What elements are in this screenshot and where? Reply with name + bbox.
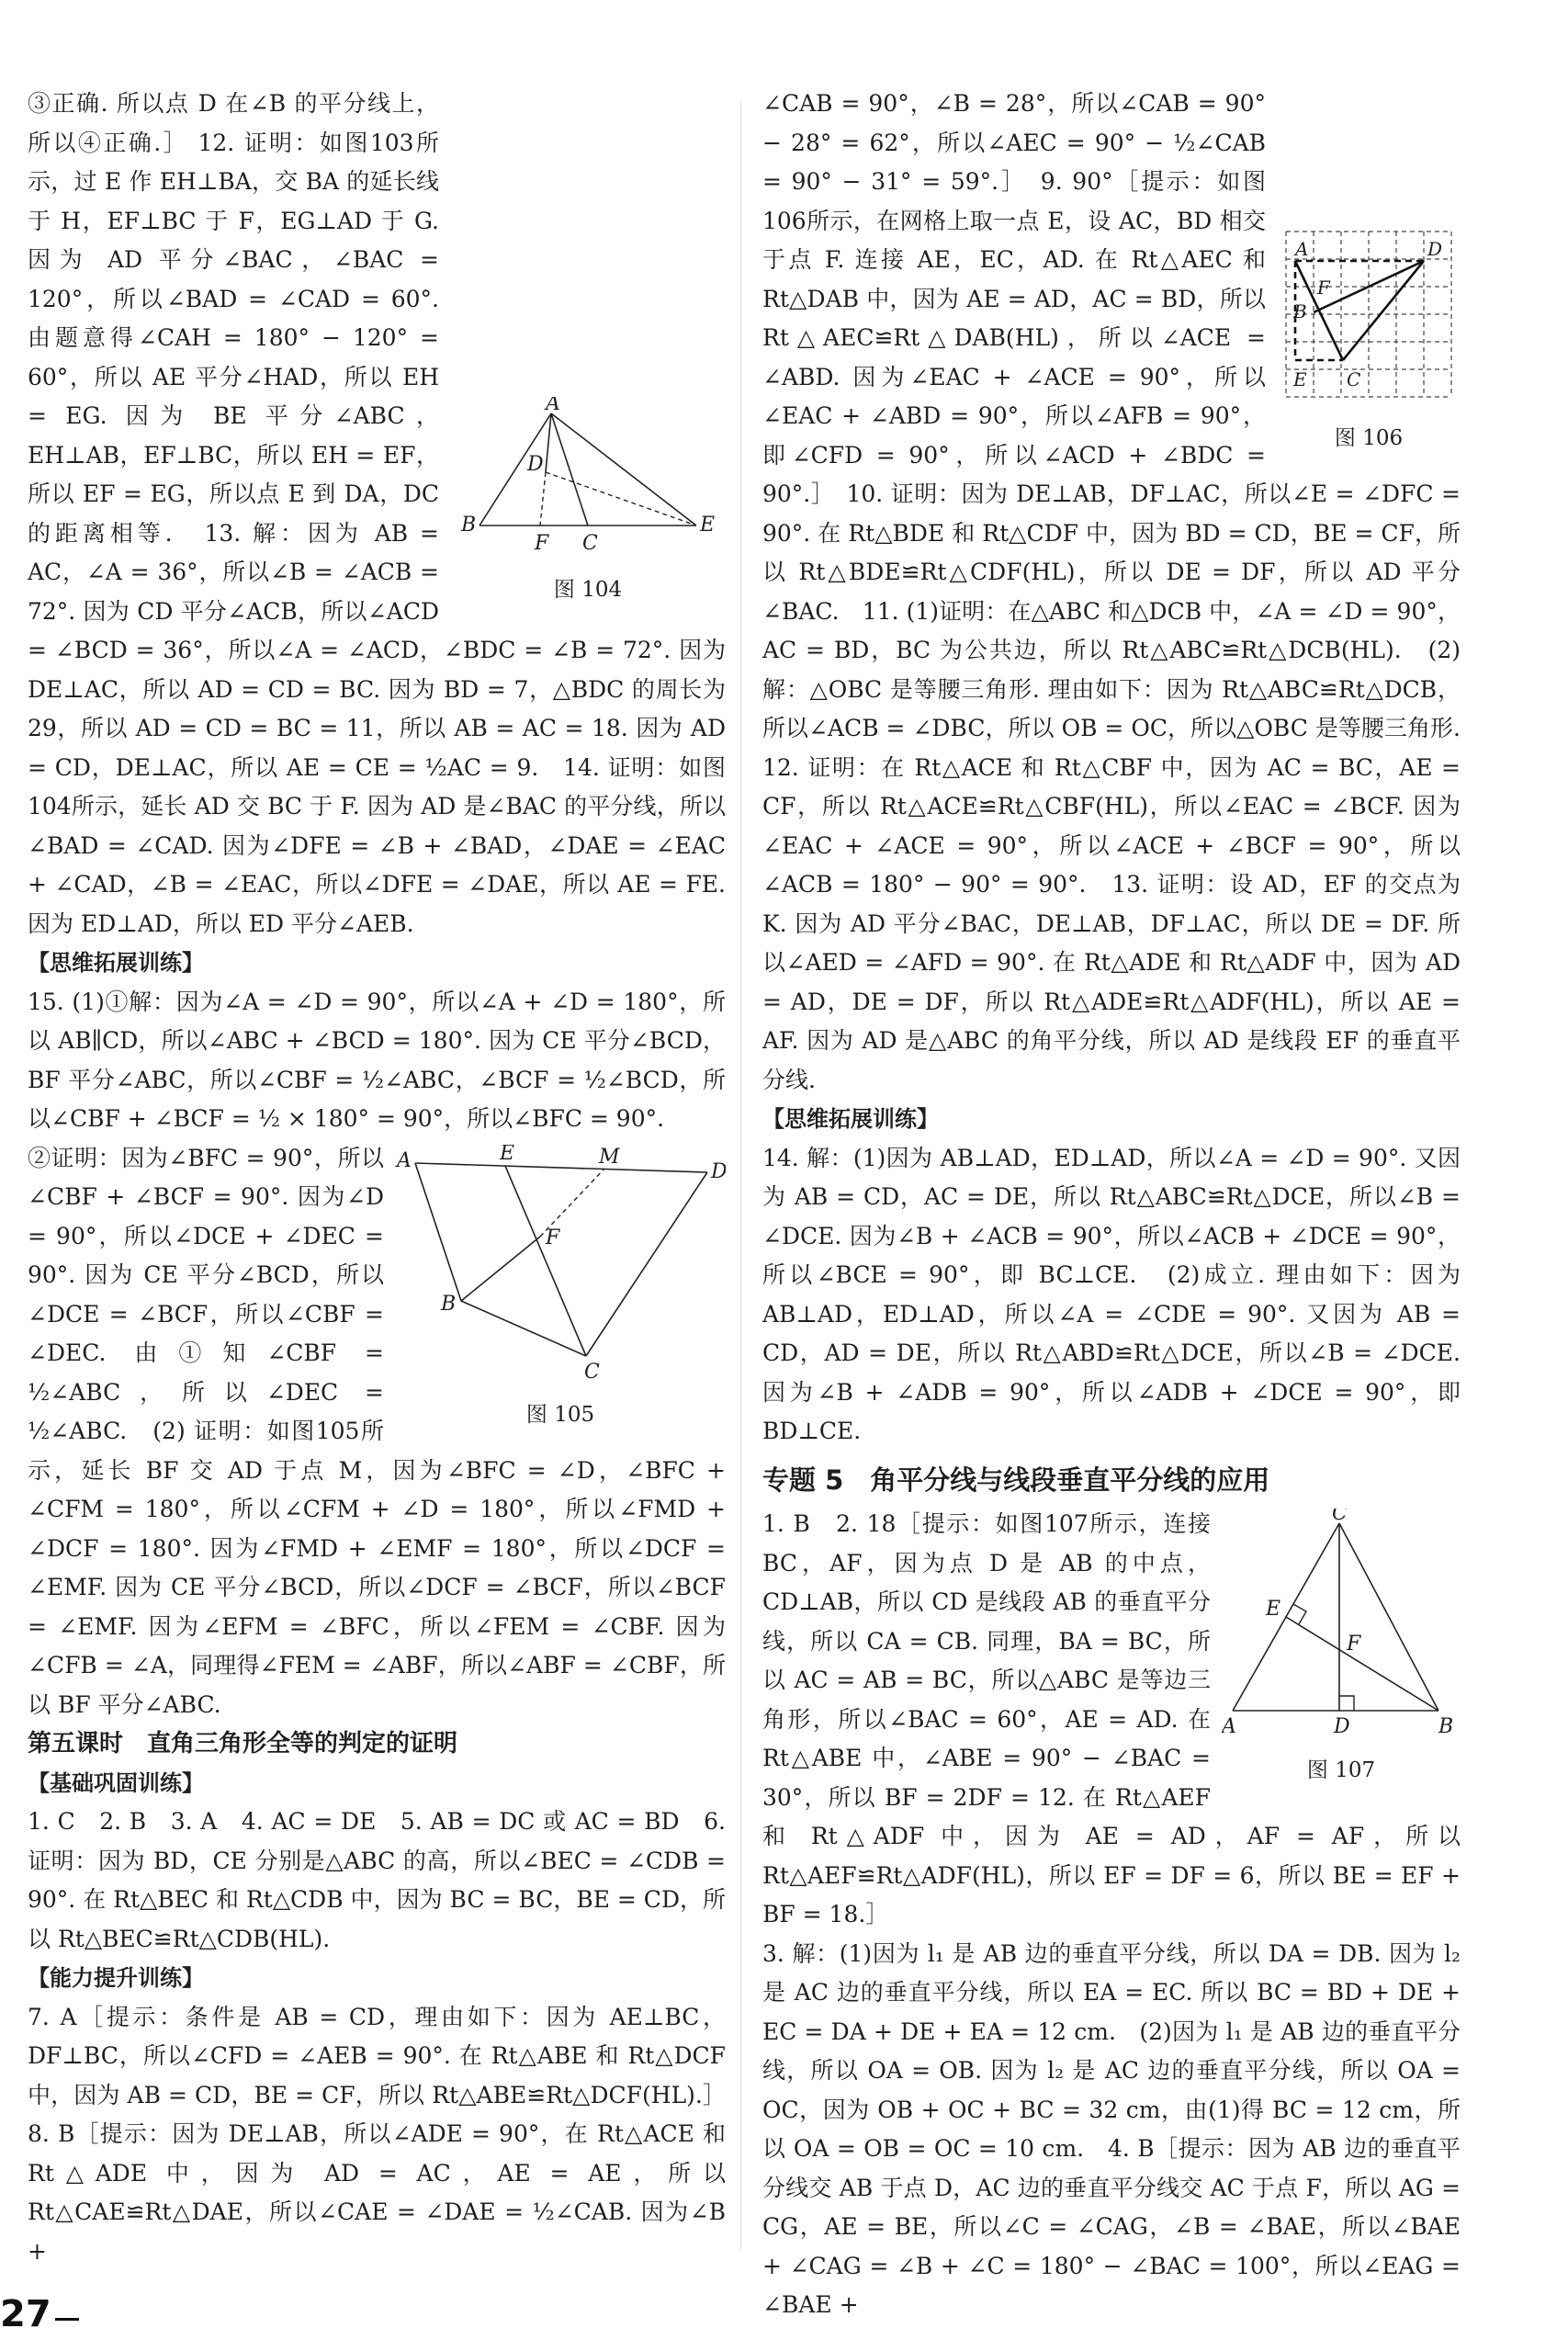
fig105-line-DC bbox=[586, 1172, 707, 1356]
lesson-title: 第五课时 直角三角形全等的判定的证明 bbox=[28, 1730, 458, 1758]
topic-title: 专题 5 角平分线与线段垂直平分线的应用 bbox=[762, 1464, 1270, 1496]
fig107-label-A: A bbox=[1222, 1715, 1236, 1738]
fig106-grid bbox=[1286, 232, 1451, 397]
fig104-line-DE bbox=[546, 472, 696, 526]
fig107-label-E: E bbox=[1266, 1598, 1281, 1621]
fig104-label-A: A bbox=[546, 397, 560, 415]
fig107-right-angle-E bbox=[1293, 1604, 1306, 1624]
fig106-label-C: C bbox=[1347, 368, 1361, 390]
left-answers-12-14: ③正确. 所以点 D 在∠B 的平分线上，所以④正确.］ 12. 证明：如图103所示，过 E 作 EH⊥BA，交 BA 的延长线于 H，EF⊥BC 于 F，EG⊥AD 于 G. 因为 AD 平分∠BAC，∠BAC = 120°，所以∠BAD = ∠CAD = 60°. 由题意得∠CAH = 180° − 120° = 60°，所以 AE 平分∠HAD，所以 EH = EG. 因为 BE 平分∠ABC，EH⊥AB，EF⊥BC，所以 EH = EF，所以 EF = EG，所以点 E 到 DA，DC 的距离相等. 13. 解：因为 AB = AC，∠A = 36°，所以∠B = ∠ACB = 72°. 因为 CD 平分∠ACB，所以∠ACD = ∠BCD = 36°，所以∠A = ∠ACD，∠BDC = ∠B = 72°. 因为 DE⊥AC，所以 AD = CD = BC. 因为 BD = 7，△BDC 的周长为 29，所以 AD = CD = BC = 11，所以 AB = AC = 18. 因为 AD = CD，DE⊥AC，所以 AE = CE = ½AC = 9. 14. 证明：如图104所示，延长 AD 交 BC 于 F. 因为 AD 是∠BAC 的平分线，所以∠BAD = ∠CAD. 因为∠DFE = ∠B + ∠BAD，∠DAE = ∠EAC + ∠CAD，∠B = ∠EAC，所以∠DFE = ∠DAE，所以 AE = FE. 因为 ED⊥AD，所以 ED 平分∠AEB. bbox=[28, 90, 726, 937]
fig107-line-BE bbox=[1286, 1617, 1438, 1711]
left-answer-15-part1: 15. (1)①解：因为∠A = ∠D = 90°，所以∠A + ∠D = 180°，所以 AB∥CD，所以∠ABC + ∠BCD = 180°. 因为 CE 平分∠BCD，BF 平分∠ABC，所以∠CBF = ½∠ABC，∠BCF = ½∠BCD，所以∠CBF + ∠BCF = ½ × 180° = 90°，所以∠BFC = 90°. bbox=[28, 988, 726, 1132]
fig106-label-B: B bbox=[1293, 300, 1307, 322]
left-section-thinking: 【思维拓展训练】 bbox=[28, 950, 204, 976]
figure-106-diagram bbox=[1277, 222, 1461, 406]
figure-104-caption: 图 104 bbox=[553, 577, 623, 602]
fig105-label-F: F bbox=[546, 1226, 560, 1249]
figure-105-diagram bbox=[395, 1145, 726, 1384]
right-answer-14: 14. 解：(1)因为 AB⊥AD，ED⊥AD，所以∠A = ∠D = 90°. 又因为 AB = CD，AC = DE，所以 Rt△ABC≌Rt△DCE，所以∠B = ∠DCE. 因为∠B + ∠ACB = 90°，所以∠ACB + ∠DCE = 90°，所以∠BCE = 90°，即 BC⊥CE. (2)成立. 理由如下：因为 AB⊥AD，ED⊥AD，所以∠A = ∠CDE = 90°. 又因为 AB = CD，AD = DE，所以 Rt△ABD≌Rt△DCE，所以∠B = ∠DCE. 因为∠B + ∠ADB = 90°，所以∠ADB + ∠DCE = 90°，即 BD⊥CE. bbox=[762, 1144, 1461, 1444]
fig107-label-D: D bbox=[1334, 1715, 1350, 1738]
figure-105-caption: 图 105 bbox=[525, 1403, 595, 1427]
page-number-rule bbox=[55, 2318, 79, 2321]
fig106-label-A: A bbox=[1295, 238, 1309, 260]
right-answers-8-13: ∠CAB = 90°，∠B = 28°，所以∠CAB = 90° − 28° = 62°，所以∠AEC = 90° − ½∠CAB = 90° − 31° = 59°.］ 9. 90°［提示：如图106所示，在网格上取一点 E，设 AC，BD 相交于点 F. 连接 AE，EC，AD. 在 Rt△AEC 和 Rt△DAB 中，因为 AE = AD，AC = BD，所以 Rt△AEC≌Rt△DAB(HL)，所以∠ACE = ∠ABD. 因为∠EAC + ∠ACE = 90°，所以∠EAC + ∠ABD = 90°，所以∠AFB = 90°，即∠CFD = 90°，所以∠ACD + ∠BDC = 90°.］ 10. 证明：因为 DE⊥AB，DF⊥AC，所以∠E = ∠DFC = 90°. 在 Rt△BDE 和 Rt△CDF 中，因为 BD = CD，BE = CF，所以 Rt△BDE≌Rt△CDF(HL)，所以 DE = DF，所以 AD 平分∠BAC. 11. (1)证明：在△ABC 和△DCB 中，∠A = ∠D = 90°，AC = BD，BC 为公共边，所以 Rt△ABC≌Rt△DCB(HL). (2)解：△OBC 是等腰三角形. 理由如下：因为 Rt△ABC≌Rt△DCB，所以∠ACB = ∠DBC，所以 OB = OC，所以△OBC 是等腰三角形. 12. 证明：在 Rt△ACE 和 Rt△CBF 中，因为 AC = BC，AE = CF，所以 Rt△ACE≌Rt△CBF(HL)，所以∠EAC = ∠BCF. 因为∠EAC + ∠ACE = 90°，所以∠ACE + ∠BCF = 90°，所以∠ACB = 180° − 90° = 90°. 13. 证明：设 AD，EF 的交点为 K. 因为 AD 平分∠BAC，DE⊥AB，DF⊥AC，所以 DE = DF. 所以∠AED = ∠AFD = 90°. 在 Rt△ADE 和 Rt△ADF 中，因为 AD = AD，DE = DF，所以 Rt△ADE≌Rt△ADF(HL)，所以 AE = AF. 因为 AD 是△ABC 的角平分线，所以 AD 是线段 EF 的垂直平分线. bbox=[762, 90, 1484, 1093]
fig105-label-A: A bbox=[397, 1148, 412, 1172]
fig104-label-B: B bbox=[461, 514, 477, 537]
fig106-label-F: F bbox=[1317, 277, 1330, 299]
fig104-label-C: C bbox=[582, 532, 598, 555]
fig107-line-CB bbox=[1339, 1523, 1438, 1711]
left-section-ability: 【能力提升训练】 bbox=[28, 1965, 204, 1991]
fig105-line-EC bbox=[505, 1166, 586, 1356]
fig105-line-BC bbox=[461, 1301, 586, 1356]
left-section-basic: 【基础巩固训练】 bbox=[28, 1769, 204, 1796]
fig107-label-F: F bbox=[1347, 1633, 1361, 1656]
left-column bbox=[28, 85, 726, 2271]
fig105-label-M: M bbox=[599, 1145, 620, 1169]
figure-105 bbox=[395, 1145, 726, 1435]
right-topic-answers-3-4: 3. 解：(1)因为 l₁ 是 AB 边的垂直平分线，所以 DA = DB. 因为 l₂ 是 AC 边的垂直平分线，所以 EA = EC. 所以 BC = BD + DE + EC = DA + DE + EA = 12 cm. (2)因为 l₁ 是 AB 边的垂直平分线，所以 OA = OB. 因为 l₂ 是 AC 边的垂直平分线，所以 OA = OC，因为 OB + OC + BC = 32 cm，由(1)得 BC = 12 cm，所以 OA = OB = OC = 10 cm. 4. B［提示：因为 AB 边的垂直平分线交 AB 于点 D，AC 边的垂直平分线交 AC 于点 F，所以 AG = CG，AE = BE，所以∠C = ∠CAG，∠B = ∠BAE，所以∠BAE + ∠CAG = ∠B + ∠C = 180° − ∠BAC = 100°，所以∠EAG = ∠BAE + bbox=[762, 1939, 1461, 2318]
fig105-label-E: E bbox=[500, 1144, 515, 1165]
fig105-label-B: B bbox=[441, 1292, 457, 1316]
figure-106-caption: 图 106 bbox=[1334, 425, 1404, 450]
right-section-thinking: 【思维拓展训练】 bbox=[762, 1106, 939, 1132]
left-answers-1-6: 1. C 2. B 3. A 4. AC = DE 5. AB = DC 或 AC = BD 6. 证明：因为 BD，CE 分别是△ABC 的高，所以∠BEC = ∠CDB = 90°. 在 Rt△BEC 和 Rt△CDB 中，因为 BC = BC，BE = CD，所以 Rt△BEC≌Rt△CDB(HL). bbox=[28, 1808, 726, 1952]
fig105-label-C: C bbox=[584, 1360, 600, 1384]
figure-107-caption: 图 107 bbox=[1306, 1758, 1376, 1782]
fig106-label-E: E bbox=[1293, 368, 1307, 390]
fig107-label-B: B bbox=[1438, 1715, 1454, 1738]
fig104-label-F: F bbox=[535, 532, 549, 555]
fig107-label-C: C bbox=[1332, 1509, 1348, 1525]
fig107-right-angle-D bbox=[1339, 1696, 1354, 1711]
figure-104-diagram bbox=[450, 397, 726, 558]
figure-107-diagram bbox=[1222, 1509, 1461, 1738]
figure-107 bbox=[1222, 1509, 1461, 1790]
fig106-label-D: D bbox=[1427, 238, 1443, 260]
fig106-figure-lines bbox=[1295, 261, 1424, 360]
fig105-label-D: D bbox=[711, 1159, 726, 1183]
fig104-line-AD bbox=[546, 413, 551, 472]
fig104-label-E: E bbox=[700, 514, 716, 537]
fig105-line-BF bbox=[461, 1237, 540, 1301]
fig104-line-DF bbox=[540, 472, 546, 526]
left-answers-7-8: 7. A［提示：条件是 AB = CD，理由如下：因为 AE⊥BC，DF⊥BC，所以∠CFD = ∠AEB = 90°. 在 Rt△ABE 和 Rt△DCF 中，因为 AB = CD，BE = CF，所以 Rt△ABE≌Rt△DCF(HL).］ 8. B［提示：因为 DE⊥AB，所以∠ADE = 90°，在 Rt△ACE 和 Rt△ADE 中，因为 AD = AC，AE = AE，所以 Rt△CAE≌Rt△DAE，所以∠CAE = ∠DAE = ½∠CAB. 因为∠B + bbox=[28, 2003, 726, 2265]
page-number: 27 bbox=[0, 2293, 51, 2335]
right-topic-answers-1-2: 1. B 2. 18［提示：如图107所示，连接 BC，AF，因为点 D 是 AB 的中点，CD⊥AB，所以 CD 是线段 AB 的垂直平分线，所以 CA = CB. 同理，BA = BC，所以 AC = AB = BC，所以△ABC 是等边三角形，所以∠BAC = 60°，AE = AD. 在 Rt△ABE 中，∠ABE = 90° − ∠BAC = 30°，所以 BF = 2DF = 12. 在 Rt△AEF 和 Rt△ADF 中，因为 AE = AD，AF = AF，所以 Rt△AEF≌Rt△ADF(HL)，所以 EF = DF = 6，所以 BE = EF + BF = 18.］ bbox=[762, 1510, 1461, 1927]
column-divider bbox=[740, 101, 741, 2251]
fig104-line-AC bbox=[551, 413, 588, 526]
right-column bbox=[762, 85, 1484, 2325]
fig104-label-D: D bbox=[527, 453, 544, 476]
fig104-line-AE bbox=[551, 413, 696, 526]
fig105-line-AB bbox=[415, 1163, 461, 1301]
figure-106 bbox=[1277, 222, 1461, 458]
fig105-line-AD bbox=[415, 1163, 707, 1172]
left-answer-15-part2: ②证明：因为∠BFC = 90°，所以∠CBF + ∠BCF = 90°. 因为∠D = 90°，所以∠DCE + ∠DEC = 90°. 因为 CE 平分∠BCD，所以∠DCE = ∠BCF，所以∠CBF = ∠DEC. 由①知∠CBF = ½∠ABC，所以∠DEC = ½∠ABC. (2) 证明：如图105所示，延长 BF 交 AD 于点 M，因为∠BFC = ∠D，∠BFC + ∠CFM = 180°，所以∠CFM + ∠D = 180°，所以∠FMD + ∠DCF = 180°. 因为∠FMD + ∠EMF = 180°，所以∠DCF = ∠EMF. 因为 CE 平分∠BCD，所以∠DCF = ∠BCF，所以∠BCF = ∠EMF. 因为∠EFM = ∠BFC，所以∠FEM = ∠CBF. 因为∠CFB = ∠A，同理得∠FEM = ∠ABF，所以∠ABF = ∠CBF，所以 BF 平分∠ABC. bbox=[28, 1144, 726, 1718]
figure-104 bbox=[450, 397, 726, 609]
